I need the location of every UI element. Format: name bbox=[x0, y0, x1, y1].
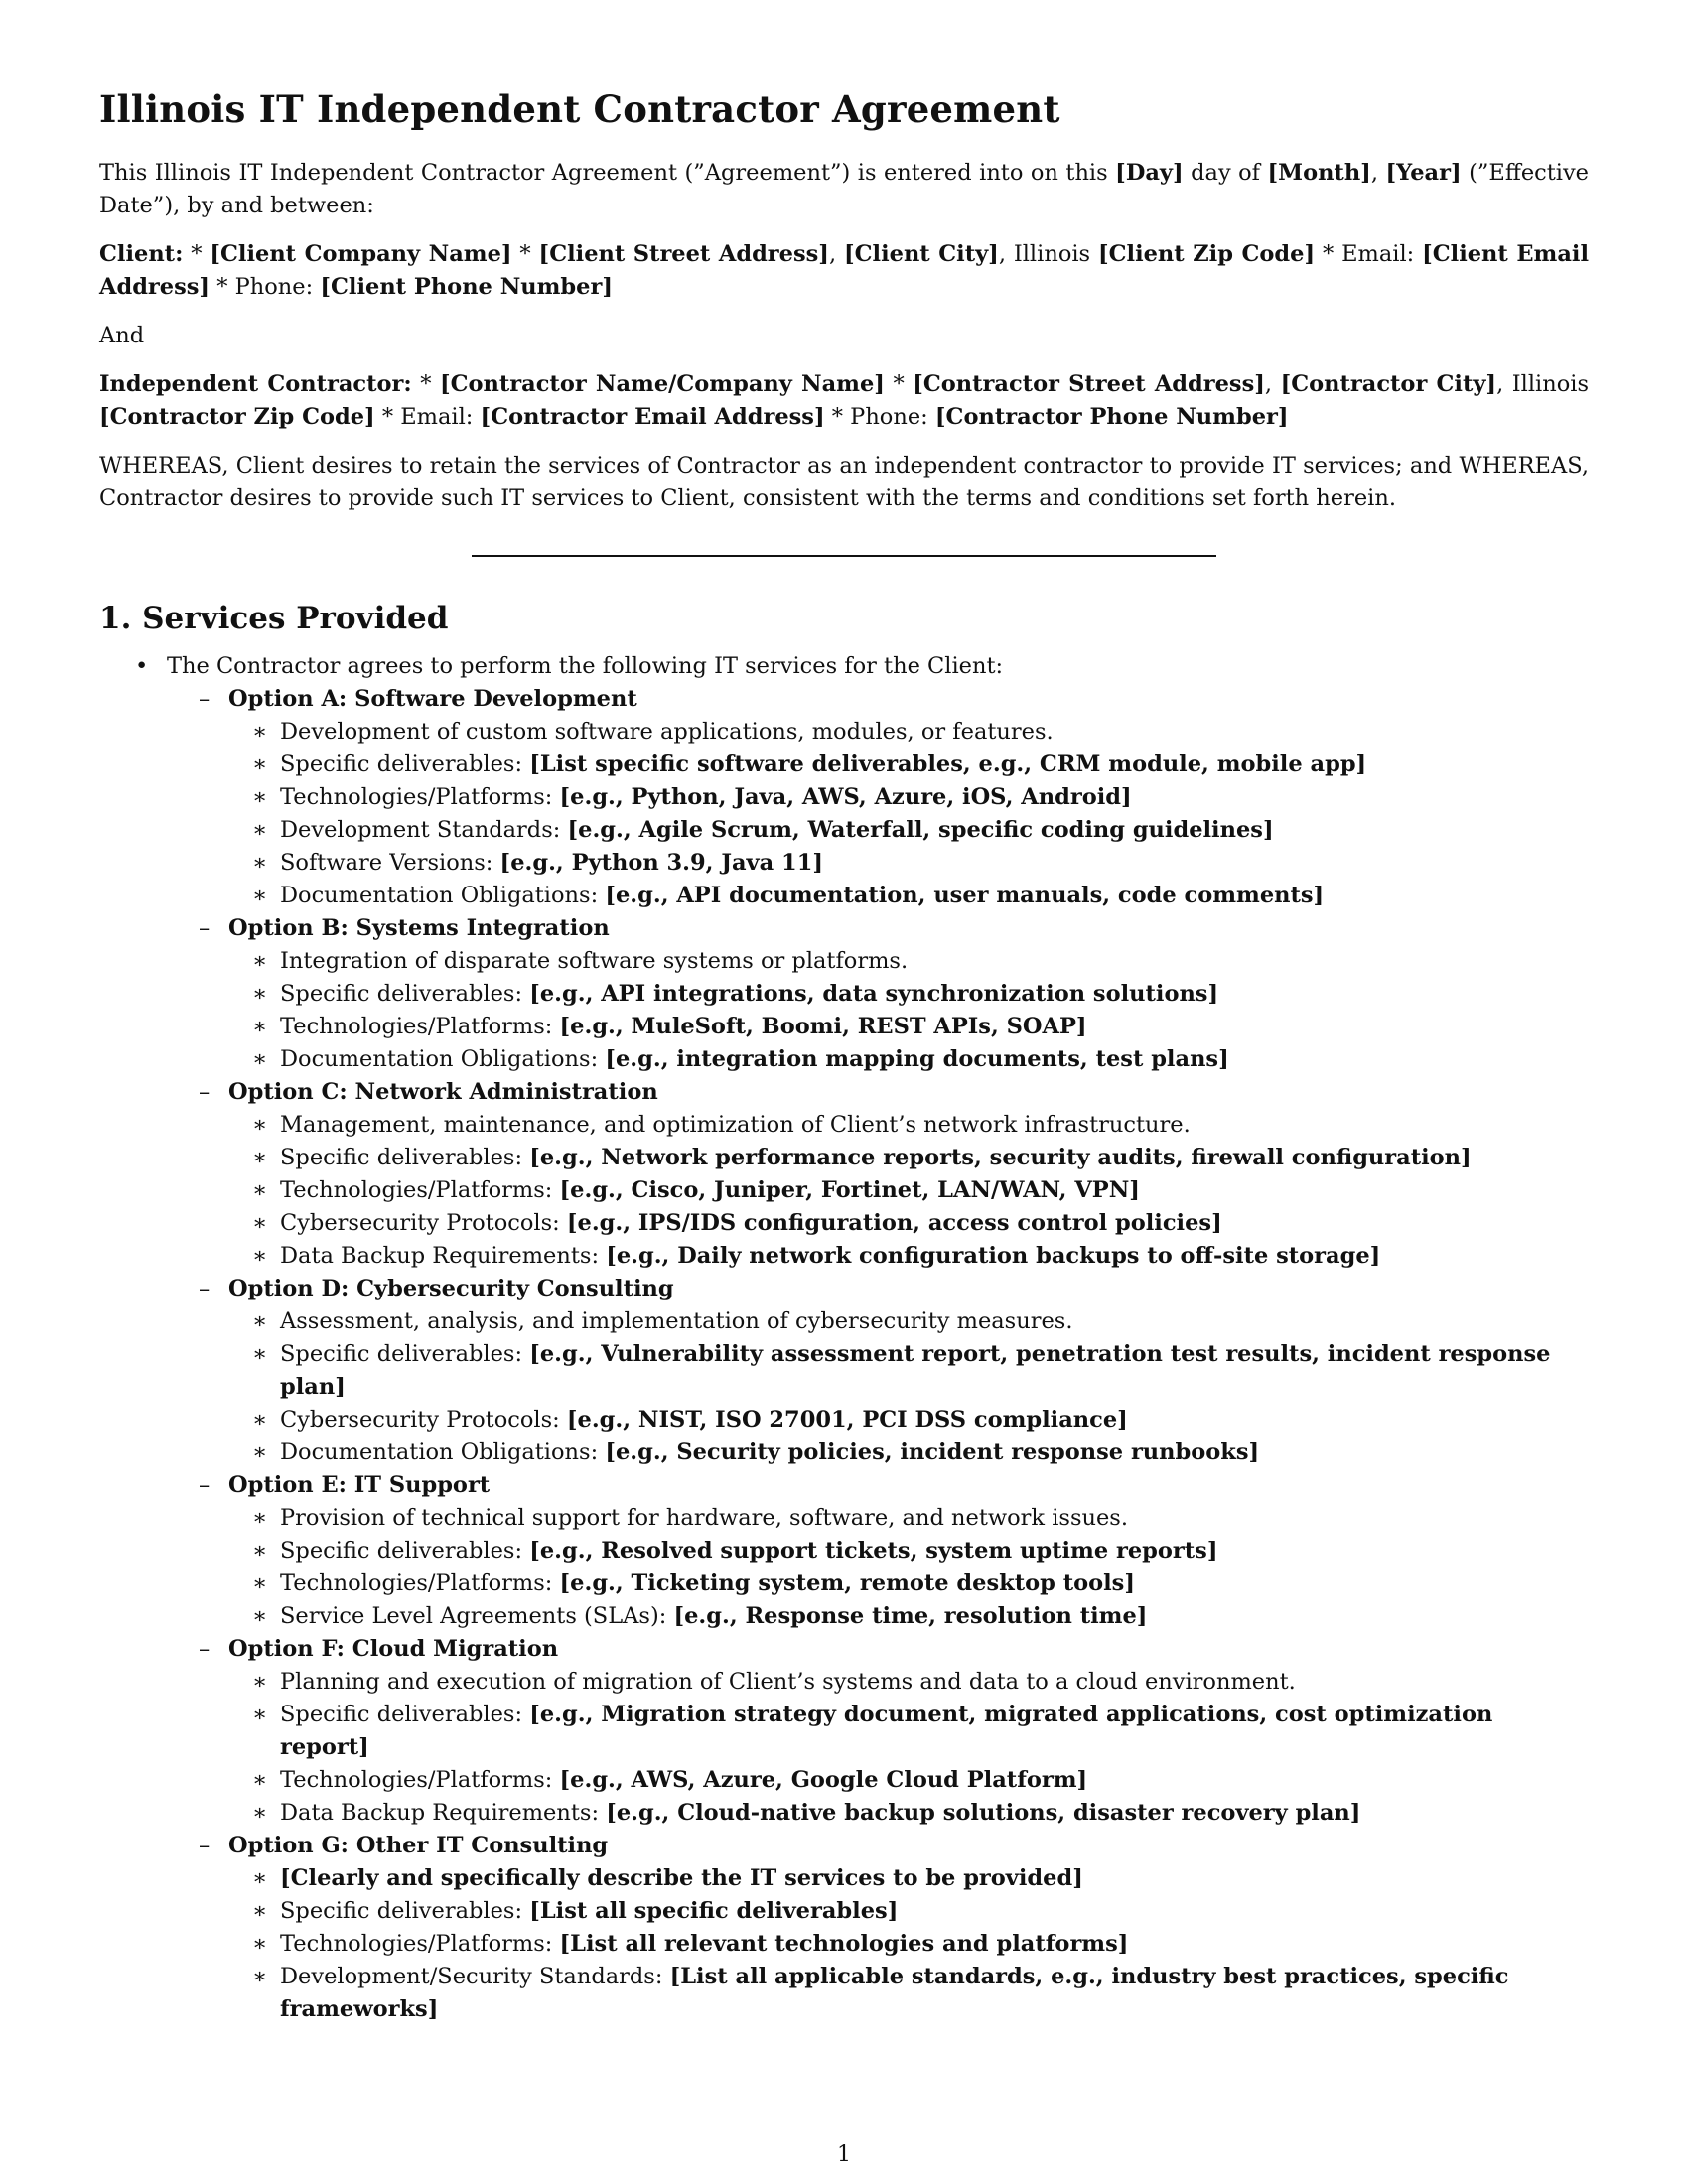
detail-placeholder: [e.g., MuleSoft, Boomi, REST APIs, SOAP] bbox=[559, 1014, 1087, 1039]
client-block bbox=[99, 238, 1589, 304]
option-title: Option B: Systems Integration bbox=[228, 915, 610, 941]
detail-placeholder: [e.g., IPS/IDS configuration, access control policies] bbox=[566, 1210, 1222, 1236]
detail-placeholder: [e.g., Ticketing system, remote desktop tools] bbox=[559, 1570, 1135, 1596]
separator: * bbox=[183, 241, 211, 267]
client-state: , Illinois bbox=[998, 241, 1098, 267]
option-detail-item bbox=[228, 1568, 1589, 1600]
services-lead-text: The Contractor agrees to perform the following IT services for the Client: bbox=[167, 653, 1004, 679]
option-title: Option G: Other IT Consulting bbox=[228, 1833, 609, 1858]
detail-label: Software Versions: bbox=[280, 850, 500, 876]
detail-placeholder: [e.g., Agile Scrum, Waterfall, specific coding guidelines] bbox=[567, 817, 1274, 843]
option-detail-item bbox=[228, 1666, 1589, 1699]
separator: * bbox=[411, 371, 440, 397]
detail-placeholder: [e.g., Resolved support tickets, system uptime reports] bbox=[529, 1538, 1218, 1564]
contractor-label: Independent Contractor: bbox=[99, 371, 412, 397]
intro-text: This Illinois IT Independent Contractor Agreement (”Agreement”) is entered into on this bbox=[99, 160, 1116, 186]
option-detail-item bbox=[228, 1207, 1589, 1240]
and-text: And bbox=[99, 323, 145, 348]
options-list bbox=[167, 683, 1589, 2026]
client-email-label: * Email: bbox=[1315, 241, 1423, 267]
contractor-phone-placeholder: [Contractor Phone Number] bbox=[934, 404, 1289, 430]
option-details-list bbox=[228, 945, 1589, 1076]
option-detail-item bbox=[228, 781, 1589, 814]
detail-placeholder: [Clearly and specifically describe the IT services to be provided] bbox=[280, 1865, 1083, 1891]
option-detail-item bbox=[228, 1404, 1589, 1436]
document-title: Illinois IT Independent Contractor Agreement bbox=[99, 87, 1060, 131]
option-title: Option A: Software Development bbox=[228, 686, 637, 712]
detail-placeholder: [e.g., Network performance reports, security audits, firewall configuration] bbox=[529, 1145, 1472, 1170]
client-phone-label: * Phone: bbox=[210, 274, 321, 300]
option-detail-item bbox=[228, 1961, 1589, 2026]
separator: * bbox=[884, 371, 914, 397]
contractor-phone-label: * Phone: bbox=[824, 404, 935, 430]
detail-label: Integration of disparate software systems or platforms. bbox=[280, 948, 909, 974]
option-detail-item bbox=[228, 978, 1589, 1011]
contractor-zip-placeholder: [Contractor Zip Code] bbox=[99, 404, 375, 430]
option-detail-item bbox=[228, 1109, 1589, 1142]
option-title: Option D: Cybersecurity Consulting bbox=[228, 1276, 674, 1301]
year-placeholder: [Year] bbox=[1385, 160, 1462, 186]
option-item bbox=[167, 912, 1589, 1076]
detail-label: Data Backup Requirements: bbox=[280, 1243, 607, 1269]
option-detail-item bbox=[228, 1502, 1589, 1535]
option-details-list bbox=[228, 1109, 1589, 1273]
detail-label: Specific deliverables: bbox=[280, 751, 530, 777]
day-placeholder: [Day] bbox=[1115, 160, 1184, 186]
detail-label: Specific deliverables: bbox=[280, 981, 530, 1007]
intro-paragraph bbox=[99, 157, 1589, 222]
intro-text: (”Effective Date”), by and between: bbox=[99, 160, 1589, 218]
detail-placeholder: [e.g., Security policies, incident response runbooks] bbox=[605, 1439, 1260, 1465]
detail-placeholder: [e.g., integration mapping documents, test plans] bbox=[605, 1046, 1229, 1072]
services-list bbox=[99, 650, 1589, 2026]
option-item bbox=[167, 683, 1589, 912]
option-detail-item bbox=[228, 1011, 1589, 1043]
detail-label: Cybersecurity Protocols: bbox=[280, 1407, 567, 1433]
option-detail-item bbox=[228, 1535, 1589, 1568]
option-details-list bbox=[228, 1305, 1589, 1469]
option-item bbox=[167, 1633, 1589, 1830]
detail-placeholder: [e.g., Cisco, Juniper, Fortinet, LAN/WAN, VPN] bbox=[559, 1177, 1140, 1203]
option-details-list bbox=[228, 1862, 1589, 2026]
option-item bbox=[167, 1469, 1589, 1633]
detail-label: Specific deliverables: bbox=[280, 1898, 530, 1924]
option-detail-item bbox=[228, 1240, 1589, 1273]
client-email-placeholder: [Client Email Address] bbox=[99, 241, 1589, 300]
client-street-placeholder: [Client Street Address] bbox=[538, 241, 829, 267]
detail-label: Cybersecurity Protocols: bbox=[280, 1210, 567, 1236]
client-city-placeholder: [Client City] bbox=[843, 241, 999, 267]
detail-placeholder: [e.g., NIST, ISO 27001, PCI DSS compliance] bbox=[566, 1407, 1128, 1433]
separator: , bbox=[1264, 371, 1281, 397]
detail-label: Documentation Obligations: bbox=[280, 883, 606, 908]
option-item bbox=[167, 1076, 1589, 1273]
detail-label: Provision of technical support for hardware, software, and network issues. bbox=[280, 1505, 1129, 1531]
contractor-city-placeholder: [Contractor City] bbox=[1280, 371, 1497, 397]
option-detail-item bbox=[228, 749, 1589, 781]
option-detail-item bbox=[228, 1142, 1589, 1174]
page-number: 1 bbox=[837, 2142, 851, 2167]
separator: , bbox=[828, 241, 844, 267]
option-detail-item bbox=[228, 1600, 1589, 1633]
option-details-list bbox=[228, 716, 1589, 912]
detail-label: Data Backup Requirements: bbox=[280, 1800, 607, 1826]
option-title: Option E: IT Support bbox=[228, 1472, 491, 1498]
detail-placeholder: [e.g., AWS, Azure, Google Cloud Platform] bbox=[559, 1767, 1088, 1793]
separator: * bbox=[511, 241, 539, 267]
option-detail-item bbox=[228, 1174, 1589, 1207]
detail-placeholder: [e.g., API documentation, user manuals, code comments] bbox=[605, 883, 1325, 908]
detail-label: Documentation Obligations: bbox=[280, 1046, 606, 1072]
detail-label: Development Standards: bbox=[280, 817, 568, 843]
client-company-placeholder: [Client Company Name] bbox=[210, 241, 512, 267]
detail-label: Technologies/Platforms: bbox=[280, 1767, 560, 1793]
detail-label: Service Level Agreements (SLAs): bbox=[280, 1603, 674, 1629]
intro-text: , bbox=[1370, 160, 1386, 186]
month-placeholder: [Month] bbox=[1267, 160, 1371, 186]
option-detail-item bbox=[228, 716, 1589, 749]
detail-placeholder: [e.g., Cloud-native backup solutions, disaster recovery plan] bbox=[606, 1800, 1361, 1826]
option-item bbox=[167, 1273, 1589, 1469]
detail-label: Documentation Obligations: bbox=[280, 1439, 606, 1465]
contractor-street-placeholder: [Contractor Street Address] bbox=[913, 371, 1265, 397]
detail-placeholder: [e.g., Vulnerability assessment report, penetration test results, incident response plan] bbox=[280, 1341, 1551, 1400]
detail-label: Specific deliverables: bbox=[280, 1145, 530, 1170]
detail-label: Technologies/Platforms: bbox=[280, 1014, 560, 1039]
whereas-paragraph: WHEREAS, Client desires to retain the services of Contractor as an independent contractor to provide IT services; and WHEREAS, Contractor desires to provide such IT services to Client, consistent with the terms and conditions set forth herein. bbox=[99, 453, 1589, 511]
detail-label: Specific deliverables: bbox=[280, 1538, 530, 1564]
detail-label: Development of custom software applications, modules, or features. bbox=[280, 719, 1054, 745]
option-detail-item bbox=[228, 880, 1589, 912]
document-page bbox=[99, 87, 1589, 2026]
option-detail-item bbox=[228, 1699, 1589, 1764]
services-lead-item bbox=[99, 650, 1589, 2026]
option-detail-item bbox=[228, 1338, 1589, 1404]
option-detail-item bbox=[228, 847, 1589, 880]
detail-placeholder: [List all specific deliverables] bbox=[529, 1898, 899, 1924]
detail-placeholder: [List all relevant technologies and platforms] bbox=[559, 1931, 1129, 1957]
detail-placeholder: [e.g., Python, Java, AWS, Azure, iOS, Android] bbox=[559, 784, 1132, 810]
option-detail-item bbox=[228, 1436, 1589, 1469]
detail-placeholder: [List all applicable standards, e.g., industry best practices, specific frameworks] bbox=[280, 1964, 1509, 2022]
option-detail-item bbox=[228, 1928, 1589, 1961]
option-detail-item bbox=[228, 1797, 1589, 1830]
contractor-block bbox=[99, 368, 1589, 434]
option-detail-item bbox=[228, 814, 1589, 847]
intro-text: day of bbox=[1183, 160, 1268, 186]
detail-label: Technologies/Platforms: bbox=[280, 1570, 560, 1596]
detail-label: Development/Security Standards: bbox=[280, 1964, 670, 1989]
detail-label: Specific deliverables: bbox=[280, 1702, 530, 1727]
client-zip-placeholder: [Client Zip Code] bbox=[1097, 241, 1316, 267]
option-details-list bbox=[228, 1502, 1589, 1633]
option-detail-item bbox=[228, 1862, 1589, 1895]
client-label: Client: bbox=[99, 241, 184, 267]
contractor-email-label: * Email: bbox=[374, 404, 481, 430]
detail-label: Specific deliverables: bbox=[280, 1341, 530, 1367]
detail-placeholder: [e.g., Python 3.9, Java 11] bbox=[499, 850, 823, 876]
contractor-state: , Illinois bbox=[1496, 371, 1589, 397]
detail-label: Technologies/Platforms: bbox=[280, 1177, 560, 1203]
client-phone-placeholder: [Client Phone Number] bbox=[320, 274, 613, 300]
option-detail-item bbox=[228, 1895, 1589, 1928]
option-detail-item bbox=[228, 1764, 1589, 1797]
contractor-email-placeholder: [Contractor Email Address] bbox=[480, 404, 825, 430]
option-detail-item bbox=[228, 1043, 1589, 1076]
option-title: Option C: Network Administration bbox=[228, 1079, 658, 1105]
detail-label: Technologies/Platforms: bbox=[280, 1931, 560, 1957]
section-1-title: 1. Services Provided bbox=[99, 601, 449, 636]
detail-label: Planning and execution of migration of Client’s systems and data to a cloud environment. bbox=[280, 1669, 1296, 1695]
horizontal-rule bbox=[472, 555, 1216, 557]
detail-placeholder: [e.g., API integrations, data synchronization solutions] bbox=[529, 981, 1219, 1007]
option-item bbox=[167, 1830, 1589, 2026]
detail-label: Management, maintenance, and optimization of Client’s network infrastructure. bbox=[280, 1112, 1191, 1138]
option-title: Option F: Cloud Migration bbox=[228, 1636, 559, 1662]
contractor-name-placeholder: [Contractor Name/Company Name] bbox=[439, 371, 885, 397]
detail-placeholder: [List specific software deliverables, e.g., CRM module, mobile app] bbox=[529, 751, 1367, 777]
option-detail-item bbox=[228, 945, 1589, 978]
detail-placeholder: [e.g., Daily network configuration backups to off-site storage] bbox=[606, 1243, 1381, 1269]
detail-label: Technologies/Platforms: bbox=[280, 784, 560, 810]
detail-placeholder: [e.g., Response time, resolution time] bbox=[673, 1603, 1148, 1629]
detail-placeholder: [e.g., Migration strategy document, migrated applications, cost optimization report] bbox=[280, 1702, 1493, 1760]
detail-label: Assessment, analysis, and implementation of cybersecurity measures. bbox=[280, 1308, 1073, 1334]
option-detail-item bbox=[228, 1305, 1589, 1338]
option-details-list bbox=[228, 1666, 1589, 1830]
